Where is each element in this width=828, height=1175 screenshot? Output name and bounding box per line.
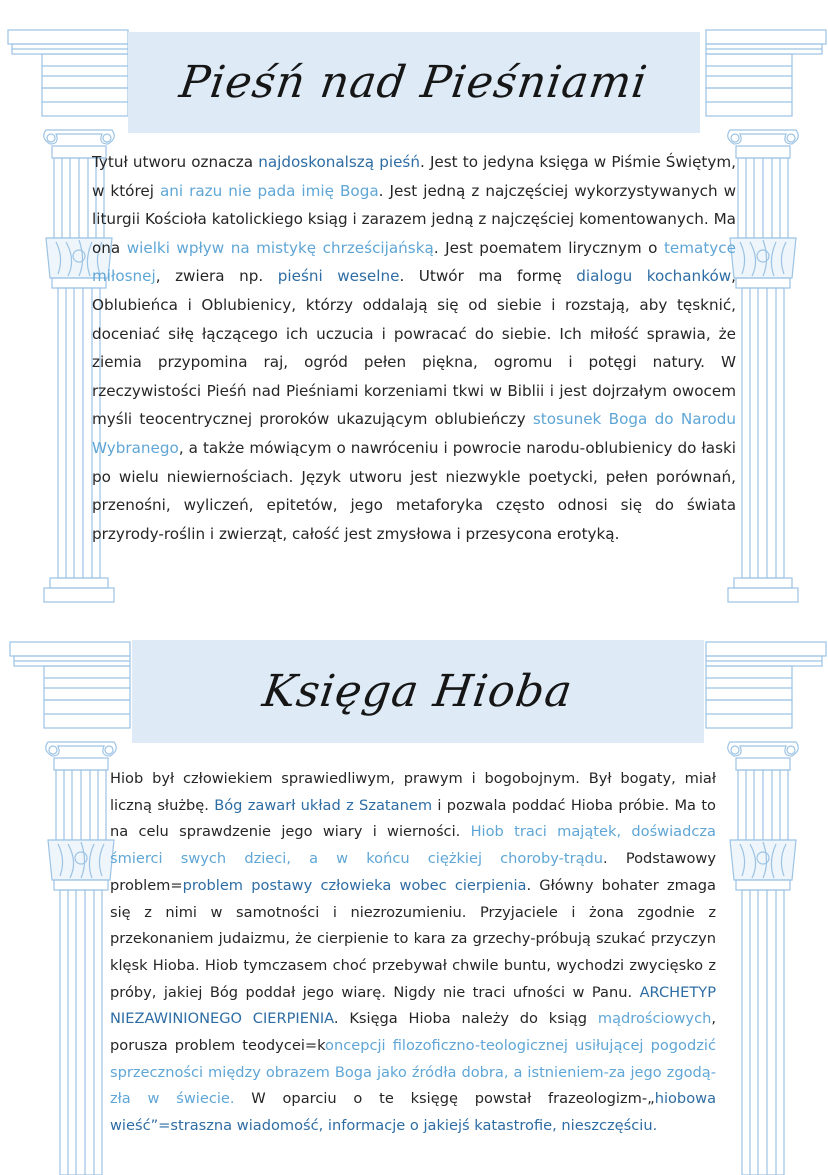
title-banner [128, 32, 700, 133]
text-run: , porusza problem teodycei=k [110, 1010, 716, 1055]
text-run: i pozwala poddać Hioba próbie. Ma to na celu sprawdzenie jego wiary i wierności. [110, 796, 716, 841]
highlighted-phrase-light: Hiob traci majątek, doświadcza śmierci swych dzieci, a w końcu ciężkiej choroby-trądu [110, 823, 716, 868]
section-title: Księga Hioba [259, 666, 577, 717]
title-banner [132, 640, 704, 743]
highlighted-phrase: problem postawy człowieka wobec cierpienia [182, 876, 527, 894]
highlighted-phrase: ”=straszna wiadomość, informacje o jakiejś katastrofie, nieszczęściu. [150, 1117, 658, 1135]
text-run: Hiob był człowiekiem sprawiedliwym, prawym i bogobojnym. Był bogaty, miał liczną służbę. [110, 770, 716, 814]
section-ksiega-hioba [0, 636, 828, 1171]
highlighted-phrase: ARCHETYP NIEZAWINIONEGO CIERPIENIA [110, 983, 716, 1028]
section-title: Pieśń nad Pieśniami [176, 57, 652, 108]
section-body-text [92, 148, 736, 548]
highlighted-phrase: dialogu kochanków [576, 267, 732, 286]
text-run: , Oblubieńca i Oblubienicy, którzy oddalają się od siebie i rozstają, aby tęsknić, doceniać siłę łączącego ich uczucia i powracać do siebie. Ich miłość sprawia, że ziemia przypomina raj, ogród pełen piękna, ogromu i potęgi natury. W rzeczywistości Pieśń nad Pieśniami korzeniami tkwi w Biblii i jest dojrzałym owocem myśli teocentrycznej proroków ukazującym oblubieńczy [92, 267, 736, 429]
text-run: . Jest jedną z najczęściej wykorzystywanych w liturgii Kościoła katolickiego ksiąg i zarazem jedną z najczęściej komentowanych. Ma ona [92, 181, 736, 257]
text-run: . Główny bohater zmaga się z nimi w samotności i niezrozumieniu. Przyjaciele i żona zgodnie z przekonaniem judaizmu, że cierpienie to kara za grzechy-próbują szukać przyczyn klęsk Hioba. Hiob tymczasem choć przebywał chwile buntu, wychodzi zwycięsko z próby, jakiej Bóg poddał jego wiarę. Nigdy nie traci ufności w Panu. [110, 876, 716, 1001]
text-run: , zwiera np. [155, 267, 278, 286]
highlighted-phrase-light: ani razu nie pada imię Boga [159, 181, 379, 200]
highlighted-phrase: Bóg zawarł układ z Szatanem [214, 796, 433, 814]
text-run: . Podstawowy problem= [110, 850, 716, 894]
highlighted-phrase-light: oncepcji filozoficzno-teologicznej usiłującej pogodzić sprzeczności między obrazem Boga jako źródła dobra, a istnieniem-za jego zgodą-zła w świecie. [110, 1037, 716, 1108]
text-run: . Księga Hioba należy do ksiąg [333, 1010, 598, 1028]
highlighted-phrase: hiobowa wieść [110, 1090, 717, 1135]
highlighted-phrase-light: stosunek Boga do Narodu Wybranego [92, 410, 736, 457]
highlighted-phrase-light: tematyce miłosnej [92, 238, 736, 286]
text-run: W oparciu o te księgę powstał frazeologizm-„ [234, 1090, 655, 1108]
highlighted-phrase: pieśni weselne [277, 267, 400, 286]
highlighted-phrase-light: mądrościowych [597, 1010, 712, 1028]
text-run: . Utwór ma formę [399, 267, 577, 286]
section-body-text [110, 766, 716, 1140]
text-run: Tytuł utworu oznacza [92, 153, 259, 171]
text-run: . Jest poematem lirycznym o [433, 238, 664, 257]
text-run: . Jest to jedyna księga w Piśmie Świętym, w której [92, 153, 736, 200]
highlighted-phrase: najdoskonalszą pieśń [258, 153, 420, 171]
highlighted-phrase-light: wielki wpływ na mistykę chrześcijańską [126, 238, 434, 257]
ionic-column-right-illustration [700, 640, 828, 1175]
text-run: , a także mówiącym o nawróceniu i powrocie narodu-oblubienicy do łaski po wielu niewiernościach. Język utworu jest niezwykle poetycki, pełen porównań, przenośni, wyliczeń, epitetów, jego metaforyka często odnosi się do świata przyrody-roślin i zwierząt, całość jest zmysłowa i przesycona erotyką. [92, 438, 736, 543]
